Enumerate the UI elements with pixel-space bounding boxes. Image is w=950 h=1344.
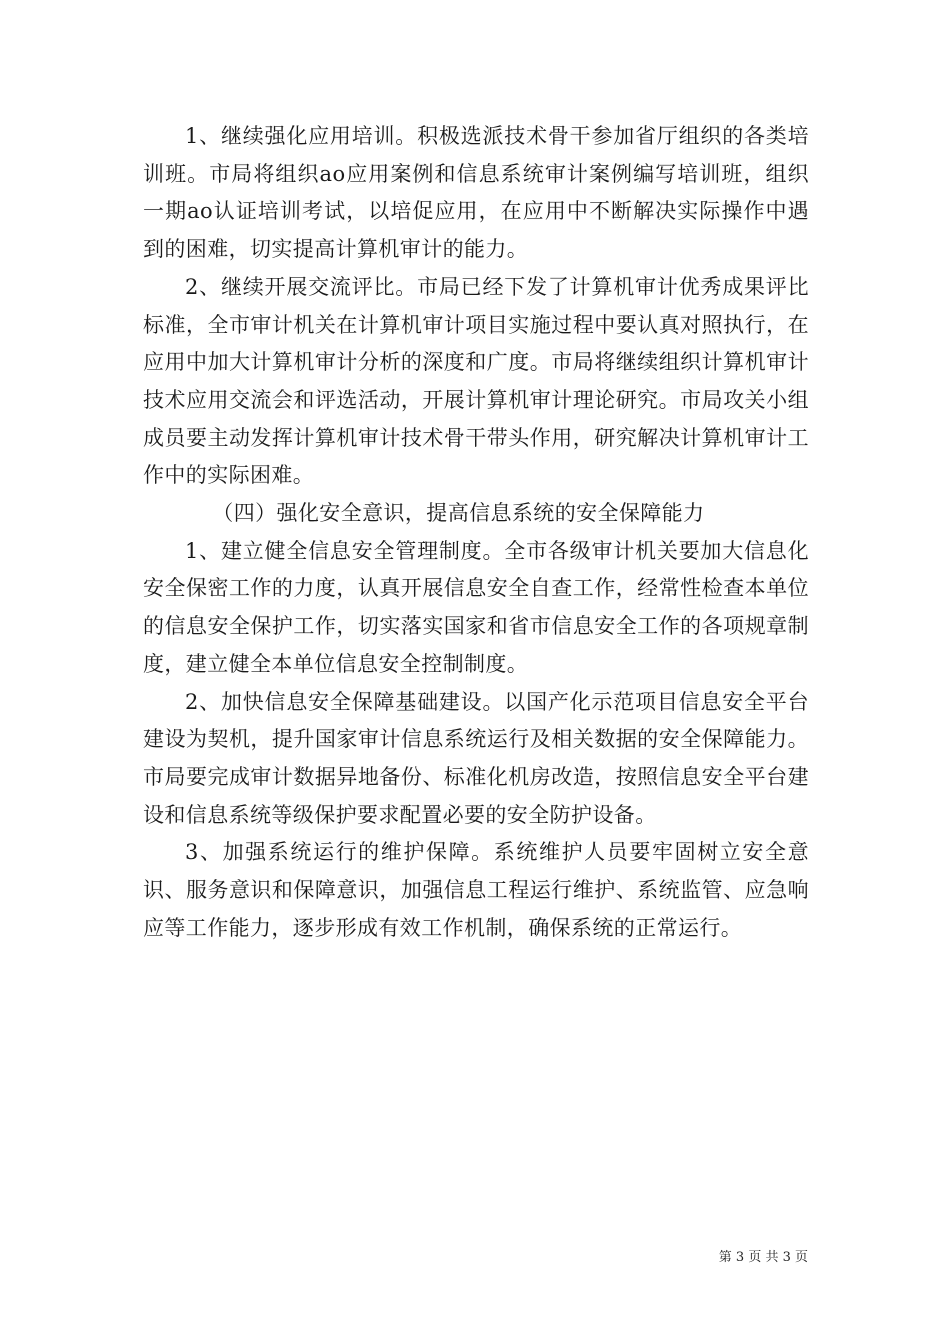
paragraph-training: 1、继续强化应用培训。积极选派技术骨干参加省厅组织的各类培训班。市局将组织ao应用案例和信息系统审计案例编写培训班，组织一期ao认证培训考试，以培促应用，在应用中不断解决实际操作中遇到的困难，切实提高计算机审计的能力。 [143,124,809,262]
page-number-footer: 第 3 页 共 3 页 [718,1250,808,1265]
document-body [143,118,809,947]
paragraph-security-system: 1、建立健全信息安全管理制度。全市各级审计机关要加大信息化安全保密工作的力度，认真开展信息安全自查工作，经常性检查本单位的信息安全保护工作，切实落实国家和省市信息安全工作的各项规章制度，建立健全本单位信息安全控制制度。 [143,538,809,676]
paragraph-system-maintenance: 3、加强系统运行的维护保障。系统维护人员要牢固树立安全意识、服务意识和保障意识，加强信息工程运行维护、系统监管、应急响应等工作能力，逐步形成有效工作机制，确保系统的正常运行。 [143,840,809,940]
section-heading-security: （四）强化安全意识，提高信息系统的安全保障能力 [212,501,705,526]
paragraph-security-infrastructure: 2、加快信息安全保障基础建设。以国产化示范项目信息安全平台建设为契机，提升国家审计信息系统运行及相关数据的安全保障能力。市局要完成审计数据异地备份、标准化机房改造，按照信息安全平台建设和信息系统等级保护要求配置必要的安全防护设备。 [143,689,809,827]
paragraph-evaluation: 2、继续开展交流评比。市局已经下发了计算机审计优秀成果评比标准，全市审计机关在计算机审计项目实施过程中要认真对照执行，在应用中加大计算机审计分析的深度和广度。市局将继续组织计算机审计技术应用交流会和评选活动，开展计算机审计理论研究。市局攻关小组成员要主动发挥计算机审计技术骨干带头作用，研究解决计算机审计工作中的实际困难。 [143,274,809,488]
